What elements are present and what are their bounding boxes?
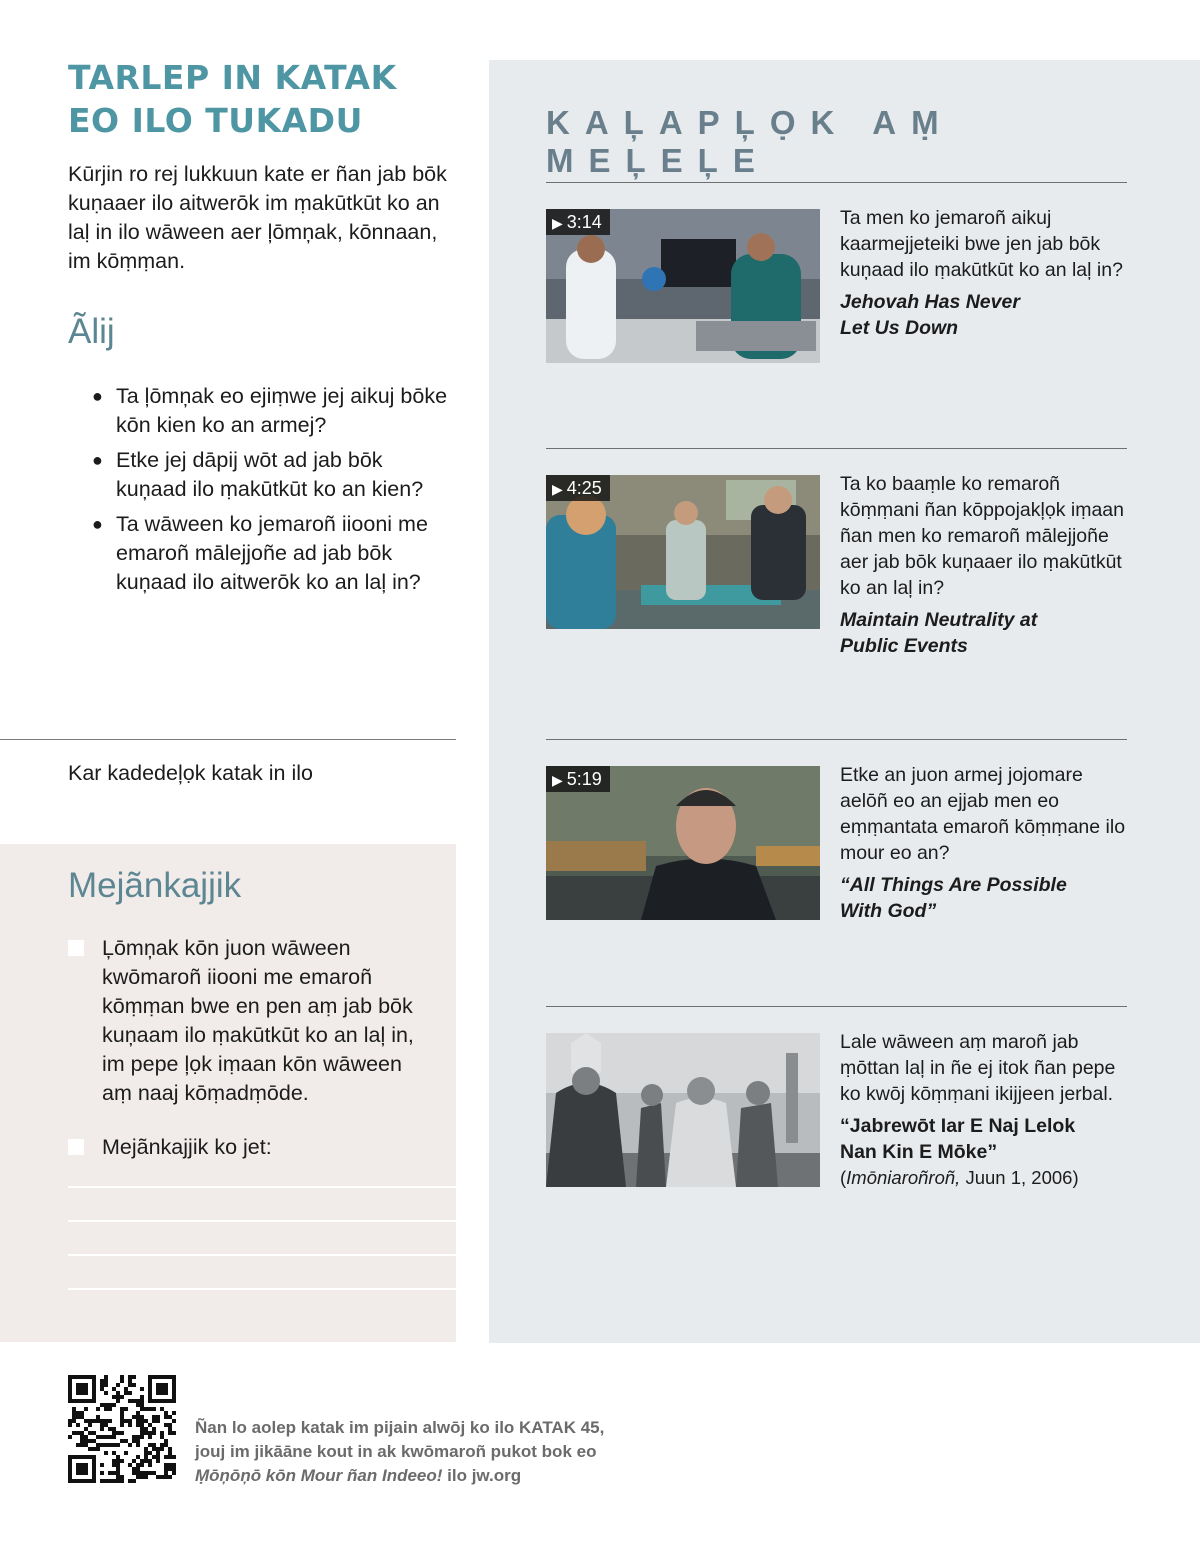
article-illustration[interactable]: [546, 1033, 820, 1187]
bullet-icon: ●: [92, 386, 103, 406]
video-question: Etke an juon armej jojomare aelōñ eo an ejjab men eo eṃṃantata emaroñ kōṃṃane ilo mour eo an?: [840, 764, 1126, 864]
list-item: [92, 382, 457, 440]
video-thumbnail[interactable]: [546, 766, 820, 920]
list-item: [92, 510, 457, 597]
footer-note: [195, 1416, 715, 1488]
video-description: [840, 205, 1130, 341]
footer-line: Ñan lo aolep katak im pijain alwōj ko ilo KATAK 45,: [195, 1418, 605, 1437]
page-title-line: EO ILO TUKADU: [68, 101, 363, 140]
page-title: [68, 56, 468, 142]
duration-text: 5:19: [566, 769, 602, 789]
divider: [546, 739, 1127, 740]
divider: [546, 182, 1127, 183]
writing-line[interactable]: [68, 1288, 456, 1290]
completed-on-label: Kar kadedeļọk katak in ilo: [68, 761, 314, 785]
video-description: [840, 471, 1130, 659]
video-title-line: “All Things Are Possible: [840, 874, 1067, 896]
video-question: Ta men ko jemaroñ aikuj kaarmejjeteiki bwe jen jab bōk kuņaad ilo ṃakūtkūt ko an laļ in?: [840, 207, 1123, 281]
article-description: [840, 1029, 1130, 1191]
video-title-line: Public Events: [840, 635, 968, 657]
goal-text: Ļōmņak kōn juon wāween kwōmaroñ iiooni me emaroñ kōṃṃan bwe en pen aṃ jab bōk kuņaam ilo ṃakūtkūt ko an laļ in, im pepe ļọk iṃaan kōn wāween aṃ naaj kōṃadṃōde.: [102, 936, 414, 1105]
writing-line[interactable]: [68, 1186, 456, 1188]
goal-item[interactable]: [68, 1133, 428, 1162]
qr-code-icon[interactable]: [68, 1375, 176, 1483]
checkbox-icon[interactable]: [68, 940, 84, 956]
video-title-line: Jehovah Has Never: [840, 291, 1020, 313]
duration-text: 4:25: [566, 478, 602, 498]
writing-line[interactable]: [68, 1220, 456, 1222]
article-title-link[interactable]: [840, 1113, 1130, 1165]
play-icon: ▶: [552, 215, 563, 231]
bullet-icon: ●: [92, 450, 103, 470]
goals-heading: Mejãnkajjik: [68, 866, 242, 905]
source-publication: Imōniaroñroñ,: [846, 1167, 961, 1188]
divider: [546, 448, 1127, 449]
article-prompt: Lale wāween aṃ maroñ jab ṃōttan laļ in ñe ej itok ñan pepe ko kwōj kōṃṃani ikijjeen jerbal.: [840, 1031, 1116, 1105]
footer-line: ilo jw.org: [442, 1466, 522, 1485]
video-title-link[interactable]: [840, 289, 1130, 341]
ancient-court-illustration: [546, 1033, 820, 1187]
goal-text: Mejãnkajjik ko jet:: [102, 1135, 272, 1159]
review-question: Ta ļōmņak eo ejiṃwe jej aikuj bōke kōn kien ko an armej?: [116, 384, 448, 437]
video-title-line: Maintain Neutrality at: [840, 609, 1038, 631]
divider: [546, 1006, 1127, 1007]
video-duration-badge: [546, 766, 610, 792]
video-title-link[interactable]: [840, 872, 1130, 924]
play-icon: ▶: [552, 481, 563, 497]
checkbox-icon[interactable]: [68, 1139, 84, 1155]
divider: [0, 739, 456, 740]
footer-line: jouj im jikāāne kout in ak kwōmaroñ pukot bok eo: [195, 1442, 597, 1461]
bullet-icon: ●: [92, 514, 103, 534]
writing-line[interactable]: [68, 1254, 456, 1256]
review-heading: Ãlij: [68, 312, 115, 351]
review-question: Etke jej dāpij wōt ad jab bōk kuņaad ilo ṃakūtkūt ko an kien?: [116, 448, 424, 501]
article-source: (Imōniaroñroñ, Juun 1, 2006): [840, 1167, 1079, 1188]
panel-title: KAĻAPĻỌK AṂ MEĻEĻE: [546, 104, 954, 179]
page-title-line: TARLEP IN KATAK: [68, 58, 397, 97]
video-question: Ta ko baaṃle ko remaroñ kōṃṃani ñan kōppojakļọk iṃaan ñan men ko remaroñ mālejjoñe aer jab bōk kuņaaer ilo ṃakūtkūt ko an laļ in?: [840, 473, 1124, 599]
book-title: Ṃōņōņō kōn Mour ñan Indeeo!: [195, 1466, 443, 1485]
duration-text: 3:14: [566, 212, 602, 232]
video-description: [840, 762, 1130, 924]
source-date: Juun 1, 2006: [965, 1167, 1073, 1188]
goal-item[interactable]: [68, 934, 428, 1108]
article-title-line: Nan Kin E Mōke”: [840, 1141, 998, 1163]
review-questions-list: [92, 382, 457, 603]
list-item: [92, 446, 457, 504]
video-title-link[interactable]: [840, 607, 1130, 659]
review-question: Ta wāween ko jemaroñ iiooni me emaroñ mālejjoñe ad jab bōk kuņaad ilo aitwerōk ko an laļ in?: [116, 512, 428, 594]
video-thumbnail[interactable]: [546, 209, 820, 363]
intro-paragraph: Kūrjin ro rej lukkuun kate er ñan jab bōk kuṇaaer ilo aitwerōk im ṃakūtkūt ko an laḷ in ilo wāween aer ļōmņak, kōnnaan, im kōṃṃan.: [68, 162, 447, 273]
video-duration-badge: [546, 475, 610, 501]
video-thumbnail[interactable]: [546, 475, 820, 629]
video-duration-badge: [546, 209, 610, 235]
qr-code-graphic: [68, 1375, 176, 1483]
play-icon: ▶: [552, 772, 563, 788]
video-title-line: With God”: [840, 900, 937, 922]
video-title-line: Let Us Down: [840, 317, 959, 339]
article-title-line: “Jabrewōt Iar E Naj Lelok: [840, 1115, 1076, 1137]
